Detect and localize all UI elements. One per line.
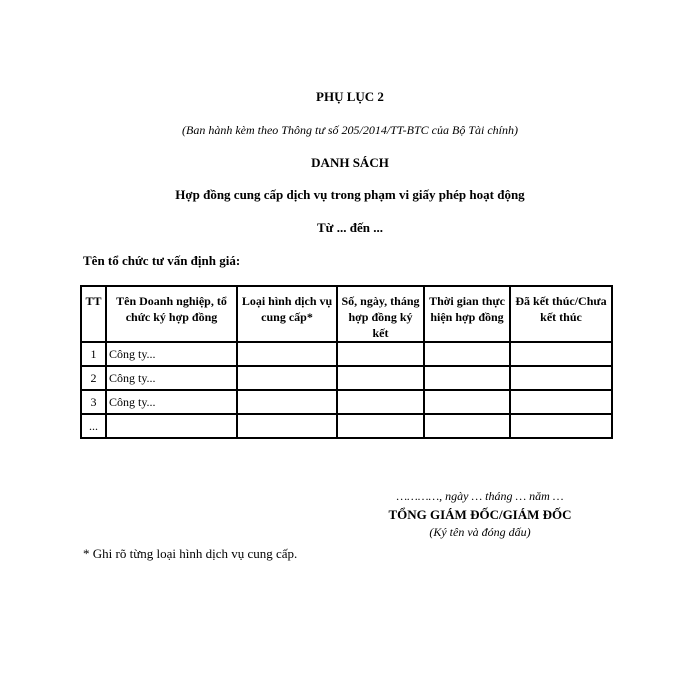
status-cell bbox=[510, 366, 612, 390]
header-duration: Thời gian thực hiện hợp đồng bbox=[424, 286, 510, 342]
contract-cell bbox=[337, 390, 424, 414]
header-service-type: Loại hình dịch vụ cung cấp* bbox=[237, 286, 337, 342]
company-name-cell: Công ty... bbox=[106, 342, 237, 366]
footnote: * Ghi rõ từng loại hình dịch vụ cung cấp. bbox=[83, 546, 298, 561]
row-number: 3 bbox=[81, 390, 106, 414]
table-header-row bbox=[81, 286, 612, 342]
row-number: 1 bbox=[81, 342, 106, 366]
header-status: Đã kết thúc/Chưa kết thúc bbox=[510, 286, 612, 342]
contract-cell bbox=[337, 342, 424, 366]
service-type-cell bbox=[237, 342, 337, 366]
service-type-cell bbox=[237, 366, 337, 390]
contract-cell bbox=[337, 366, 424, 390]
row-number: 2 bbox=[81, 366, 106, 390]
list-subtitle: Hợp đồng cung cấp dịch vụ trong phạm vi giấy phép hoạt động bbox=[175, 187, 525, 202]
table-row bbox=[81, 366, 612, 390]
table-row bbox=[81, 390, 612, 414]
header-tt: TT bbox=[81, 286, 106, 342]
company-name-cell: Công ty... bbox=[106, 390, 237, 414]
period-line: Từ ... đến ... bbox=[317, 220, 383, 235]
table-row bbox=[81, 414, 612, 438]
signature-title: TỔNG GIÁM ĐỐC/GIÁM ĐỐC bbox=[388, 507, 572, 522]
signature-date-line: …………, ngày … tháng … năm … bbox=[396, 489, 564, 503]
duration-cell bbox=[424, 366, 510, 390]
status-cell bbox=[510, 414, 612, 438]
company-name-cell bbox=[106, 414, 237, 438]
row-number: ... bbox=[81, 414, 106, 438]
organization-label: Tên tổ chức tư vấn định giá: bbox=[83, 253, 241, 268]
duration-cell bbox=[424, 414, 510, 438]
signature-note: (Ký tên và đóng dấu) bbox=[429, 525, 531, 539]
company-name-cell: Công ty... bbox=[106, 366, 237, 390]
status-cell bbox=[510, 342, 612, 366]
duration-cell bbox=[424, 342, 510, 366]
appendix-title: PHỤ LỤC 2 bbox=[316, 89, 384, 104]
service-type-cell bbox=[237, 414, 337, 438]
header-company-name: Tên Doanh nghiệp, tổ chức ký hợp đồng bbox=[106, 286, 237, 342]
duration-cell bbox=[424, 390, 510, 414]
list-title: DANH SÁCH bbox=[311, 155, 389, 170]
contract-cell bbox=[337, 414, 424, 438]
header-contract-number-date: Số, ngày, tháng hợp đồng ký kết bbox=[337, 286, 424, 342]
issued-note: (Ban hành kèm theo Thông tư số 205/2014/TT-BTC của Bộ Tài chính) bbox=[182, 123, 518, 137]
table-row bbox=[81, 342, 612, 366]
status-cell bbox=[510, 390, 612, 414]
contracts-table bbox=[80, 285, 613, 439]
service-type-cell bbox=[237, 390, 337, 414]
